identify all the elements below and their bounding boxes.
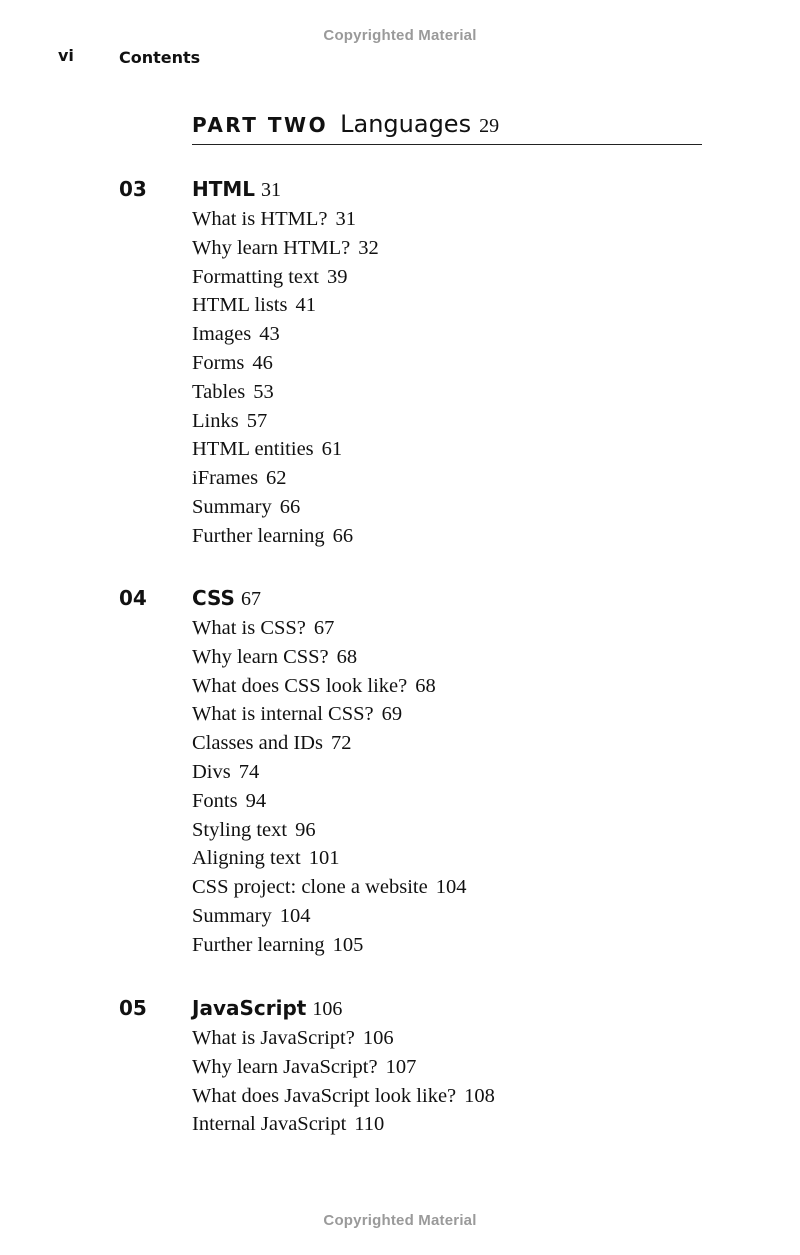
copyright-watermark-bottom: Copyrighted Material	[323, 1212, 477, 1229]
toc-entry	[192, 1082, 495, 1111]
toc-entry-page-number: 62	[266, 467, 287, 490]
chapter-heading	[192, 586, 261, 611]
toc-entry-page-number: 46	[252, 351, 273, 374]
toc-entry	[192, 378, 379, 407]
chapter-title: CSS	[192, 586, 235, 610]
toc-entry	[192, 291, 379, 320]
chapter-heading	[192, 996, 342, 1021]
toc-entry-title: Why learn JavaScript?	[192, 1055, 378, 1078]
toc-entry	[192, 522, 379, 551]
toc-entry-title: What does JavaScript look like?	[192, 1084, 457, 1107]
toc-entry	[192, 844, 466, 873]
toc-entry	[192, 234, 379, 263]
chapter-entry-list	[192, 1024, 495, 1139]
part-title: Languages	[340, 110, 472, 138]
toc-entry	[192, 205, 379, 234]
toc-entry-page-number: 107	[385, 1055, 417, 1078]
toc-entry-page-number: 74	[238, 760, 260, 783]
toc-entry	[192, 614, 466, 643]
toc-entry-page-number: 96	[295, 818, 316, 841]
part-heading	[192, 110, 702, 145]
toc-entry-title: Why learn CSS?	[192, 645, 329, 668]
running-head-title: Contents	[119, 48, 201, 67]
toc-entry-title: Classes and IDs	[192, 732, 323, 755]
toc-entry-page-number: 72	[330, 732, 352, 755]
toc-entry-title: What does CSS look like?	[192, 674, 408, 697]
toc-entry-page-number: 106	[362, 1027, 394, 1049]
toc-entry	[192, 1024, 495, 1053]
toc-entry	[192, 931, 466, 960]
toc-entry-page-number: 105	[332, 933, 364, 956]
chapter-number: 05	[119, 996, 147, 1020]
toc-entry	[192, 758, 466, 787]
part-label: PART TWO	[192, 113, 329, 137]
toc-entry-title: Styling text	[192, 818, 288, 841]
chapter-page-number: 106	[312, 998, 343, 1020]
toc-entry-page-number: 43	[259, 323, 280, 346]
part-page-number: 29	[479, 115, 500, 137]
toc-entry-title: Forms	[192, 351, 245, 374]
chapter-title: JavaScript	[192, 996, 307, 1020]
toc-entry-title: What is JavaScript?	[192, 1027, 355, 1049]
toc-entry-page-number: 39	[326, 265, 348, 288]
toc-entry	[192, 320, 379, 349]
toc-entry-title: Fonts	[192, 789, 238, 812]
toc-entry-page-number: 104	[279, 904, 311, 927]
toc-entry-page-number: 61	[321, 438, 343, 461]
toc-entry-page-number: 57	[246, 409, 268, 432]
toc-entry-page-number: 108	[464, 1084, 495, 1107]
toc-entry	[192, 263, 379, 292]
toc-entry	[192, 700, 466, 729]
toc-entry-title: iFrames	[192, 467, 259, 490]
toc-entry-page-number: 53	[253, 380, 274, 403]
toc-entry	[192, 643, 466, 672]
toc-entry-title: Tables	[192, 380, 246, 403]
toc-entry-page-number: 41	[295, 294, 316, 317]
toc-entry-title: Summary	[192, 904, 272, 927]
toc-entry-page-number: 32	[358, 236, 379, 259]
toc-entry-title: What is internal CSS?	[192, 703, 374, 726]
toc-entry-title: Summary	[192, 495, 272, 518]
toc-entry-page-number: 31	[335, 208, 356, 230]
toc-entry	[192, 729, 466, 758]
toc-entry-page-number: 68	[336, 645, 358, 668]
toc-entry-title: HTML lists	[192, 294, 288, 317]
toc-entry-page-number: 68	[415, 674, 436, 697]
toc-entry-title: CSS project: clone a website	[192, 876, 428, 899]
toc-entry-page-number: 66	[332, 524, 354, 547]
toc-entry-title: Links	[192, 409, 239, 432]
toc-entry	[192, 349, 379, 378]
toc-entry-title: What is HTML?	[192, 208, 328, 230]
toc-entry	[192, 902, 466, 931]
chapter-heading	[192, 177, 281, 202]
toc-entry-page-number: 104	[435, 876, 467, 899]
toc-entry-title: Why learn HTML?	[192, 236, 351, 259]
chapter-number: 04	[119, 586, 147, 610]
chapter-entry-list	[192, 205, 379, 551]
toc-entry	[192, 464, 379, 493]
toc-entry	[192, 493, 379, 522]
toc-entry-title: Aligning text	[192, 847, 301, 870]
toc-entry-page-number: 69	[381, 703, 403, 726]
page-number: vi	[58, 46, 74, 65]
toc-entry-title: What is CSS?	[192, 617, 306, 639]
toc-entry	[192, 435, 379, 464]
toc-entry-title: Images	[192, 323, 252, 346]
chapter-page-number: 31	[261, 179, 282, 201]
chapter-number: 03	[119, 177, 147, 201]
chapter-page-number: 67	[240, 588, 261, 610]
toc-entry-title: Further learning	[192, 933, 325, 956]
toc-entry-title: Further learning	[192, 524, 325, 547]
toc-entry-page-number: 101	[308, 847, 340, 870]
toc-entry	[192, 672, 466, 701]
toc-entry	[192, 1053, 495, 1082]
chapter-entry-list	[192, 614, 466, 960]
toc-entry	[192, 873, 466, 902]
toc-entry	[192, 1110, 495, 1139]
toc-entry-page-number: 67	[313, 617, 335, 639]
copyright-watermark-top: Copyrighted Material	[323, 27, 477, 44]
toc-entry-page-number: 66	[279, 495, 301, 518]
toc-entry-page-number: 94	[245, 789, 267, 812]
toc-entry-title: Internal JavaScript	[192, 1113, 347, 1136]
chapter-title: HTML	[192, 177, 256, 201]
toc-entry-title: Divs	[192, 760, 231, 783]
toc-entry-page-number: 110	[354, 1113, 385, 1136]
toc-entry	[192, 787, 466, 816]
toc-entry	[192, 407, 379, 436]
toc-entry-title: Formatting text	[192, 265, 319, 288]
toc-entry-title: HTML entities	[192, 438, 314, 461]
toc-entry	[192, 816, 466, 845]
